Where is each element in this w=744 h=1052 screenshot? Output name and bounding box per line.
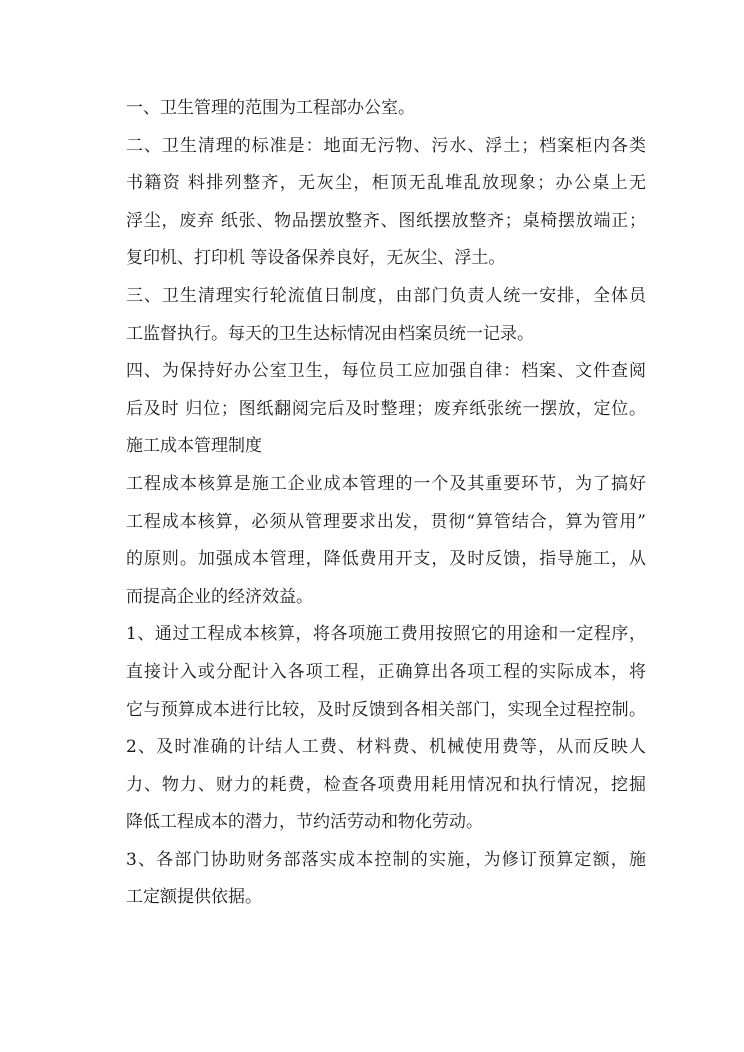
text-line: 工监督执行。每天的卫生达标情况由档案员统一记录。	[126, 323, 534, 344]
text-line: 工程成本核算，必须从管理要求出发，贯彻“算管结合，算为管用”	[126, 511, 646, 532]
text-line: 后及时 归位；图纸翻阅完后及时整理；废弃纸张统一摆放，定位。	[126, 398, 646, 419]
text-line: 直接计入或分配计入各项工程，正确算出各项工程的实际成本，将	[126, 661, 646, 682]
text-line: 三、卫生清理实行轮流值日制度，由部门负责人统一安排，全体员	[126, 285, 646, 306]
text-line: 1、通过工程成本核算，将各项施工费用按照它的用途和一定程序，	[126, 624, 646, 645]
text-line: 3、各部门协助财务部落实成本控制的实施，为修订预算定额，施	[126, 849, 646, 870]
text-line: 四、为保持好办公室卫生，每位员工应加强自律：档案、文件查阅	[126, 361, 646, 382]
text-line: 而提高企业的经济效益。	[126, 586, 313, 607]
text-line: 复印机、打印机 等设备保养良好，无灰尘、浮土。	[126, 248, 506, 269]
text-line: 书籍资 料排列整齐，无灰尘，柜顶无乱堆乱放现象；办公桌上无	[126, 173, 646, 194]
text-line: 降低工程成本的潜力，节约活劳动和物化劳动。	[126, 812, 483, 833]
section-heading: 施工成本管理制度	[126, 436, 262, 457]
text-line: 力、物力、财力的耗费，检查各项费用耗用情况和执行情况，挖掘	[126, 774, 646, 795]
text-line: 它与预算成本进行比较，及时反馈到各相关部门，实现全过程控制。	[126, 699, 646, 720]
text-line: 浮尘，废弃 纸张、物品摆放整齐、图纸摆放整齐；桌椅摆放端正；	[126, 210, 646, 231]
text-line: 一、卫生管理的范围为工程部办公室。	[126, 98, 415, 118]
text-line: 2、及时准确的计结人工费、材料费、机械使用费等，从而反映人	[126, 737, 646, 758]
text-line: 工定额提供依据。	[126, 887, 262, 908]
text-line: 的原则。加强成本管理，降低费用开支，及时反馈，指导施工，从	[126, 549, 646, 570]
text-line: 二、卫生清理的标准是：地面无污物、污水、浮土；档案柜内各类	[126, 135, 646, 156]
document-body	[126, 90, 646, 917]
text-line: 工程成本核算是施工企业成本管理的一个及其重要环节，为了搞好	[126, 473, 646, 494]
